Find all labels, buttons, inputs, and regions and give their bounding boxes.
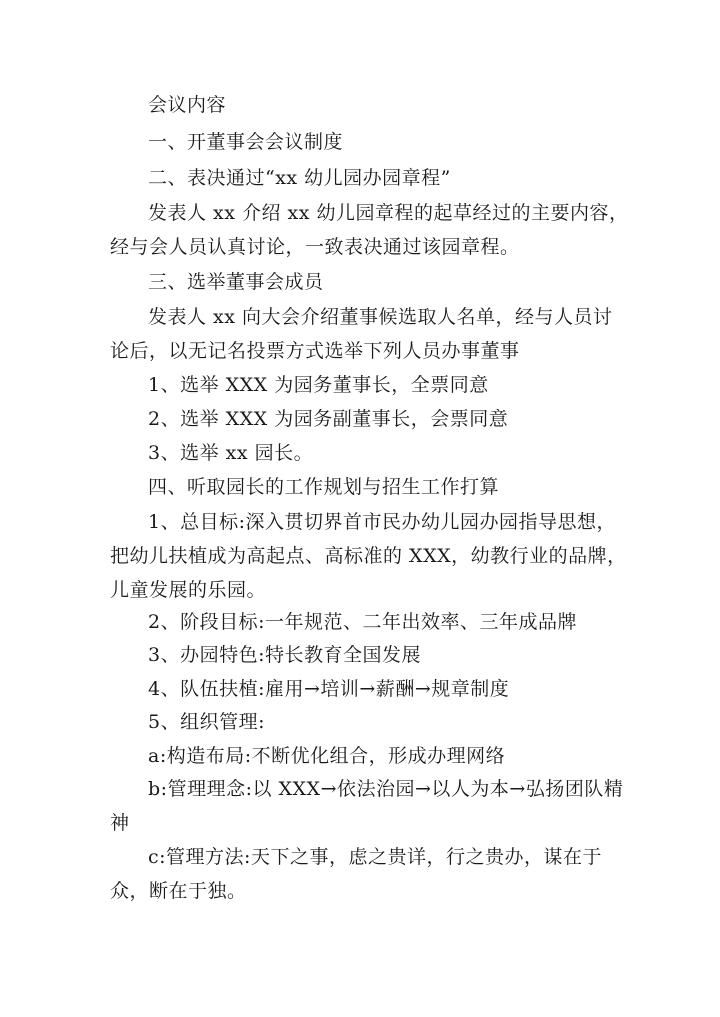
sub-item-c: c:管理方法:天下之事，虑之贵详，行之贵办，谋在于众，断在于独。 (110, 846, 602, 902)
sub-item-b: b:管理理念:以 XXX→依法治园→以人为本→弘扬团队精神 (110, 778, 624, 834)
section-title-meeting-content: 会议内容 (148, 94, 227, 116)
heading-3: 三、选举董事会成员 (148, 271, 324, 293)
paragraph-charter: 发表人 xx 介绍 xx 幼儿园章程的起草经过的主要内容，经与会人员认真讨论，一致表决通过该园章程。 (110, 202, 629, 258)
paragraph-goal: 1、总目标:深入贯切界首市民办幼儿园办园指导思想，把幼儿扶植成为高起点、高标准的 XXX，幼教行业的品牌，儿童发展的乐园。 (110, 511, 627, 601)
list-item-1: 1、选举 XXX 为园务董事长，全票同意 (148, 374, 489, 396)
list-item-2: 2、选举 XXX 为园务副董事长，会票同意 (148, 408, 509, 430)
list-item-feature: 3、办园特色:特长教育全国发展 (148, 644, 421, 666)
sub-item-a: a:构造布局:不断优化组合，形成办理网络 (148, 745, 506, 767)
list-item-3: 3、选举 xx 园长。 (148, 442, 314, 464)
list-item-organization: 5、组织管理: (148, 711, 265, 733)
heading-4: 四、听取园长的工作规划与招生工作打算 (148, 476, 500, 498)
list-item-team: 4、队伍扶植:雇用→培训→薪酬→规章制度 (148, 678, 510, 700)
list-item-stage-goal: 2、阶段目标:一年规范、二年出效率、三年成品牌 (148, 611, 577, 633)
heading-1: 一、开董事会会议制度 (148, 131, 344, 153)
paragraph-election: 发表人 xx 向大会介绍董事候选取人名单，经与人员讨论后，以无记名投票方式选举下列人员办事董事 (110, 306, 613, 362)
heading-2: 二、表决通过“xx 幼儿园办园章程” (148, 167, 451, 189)
